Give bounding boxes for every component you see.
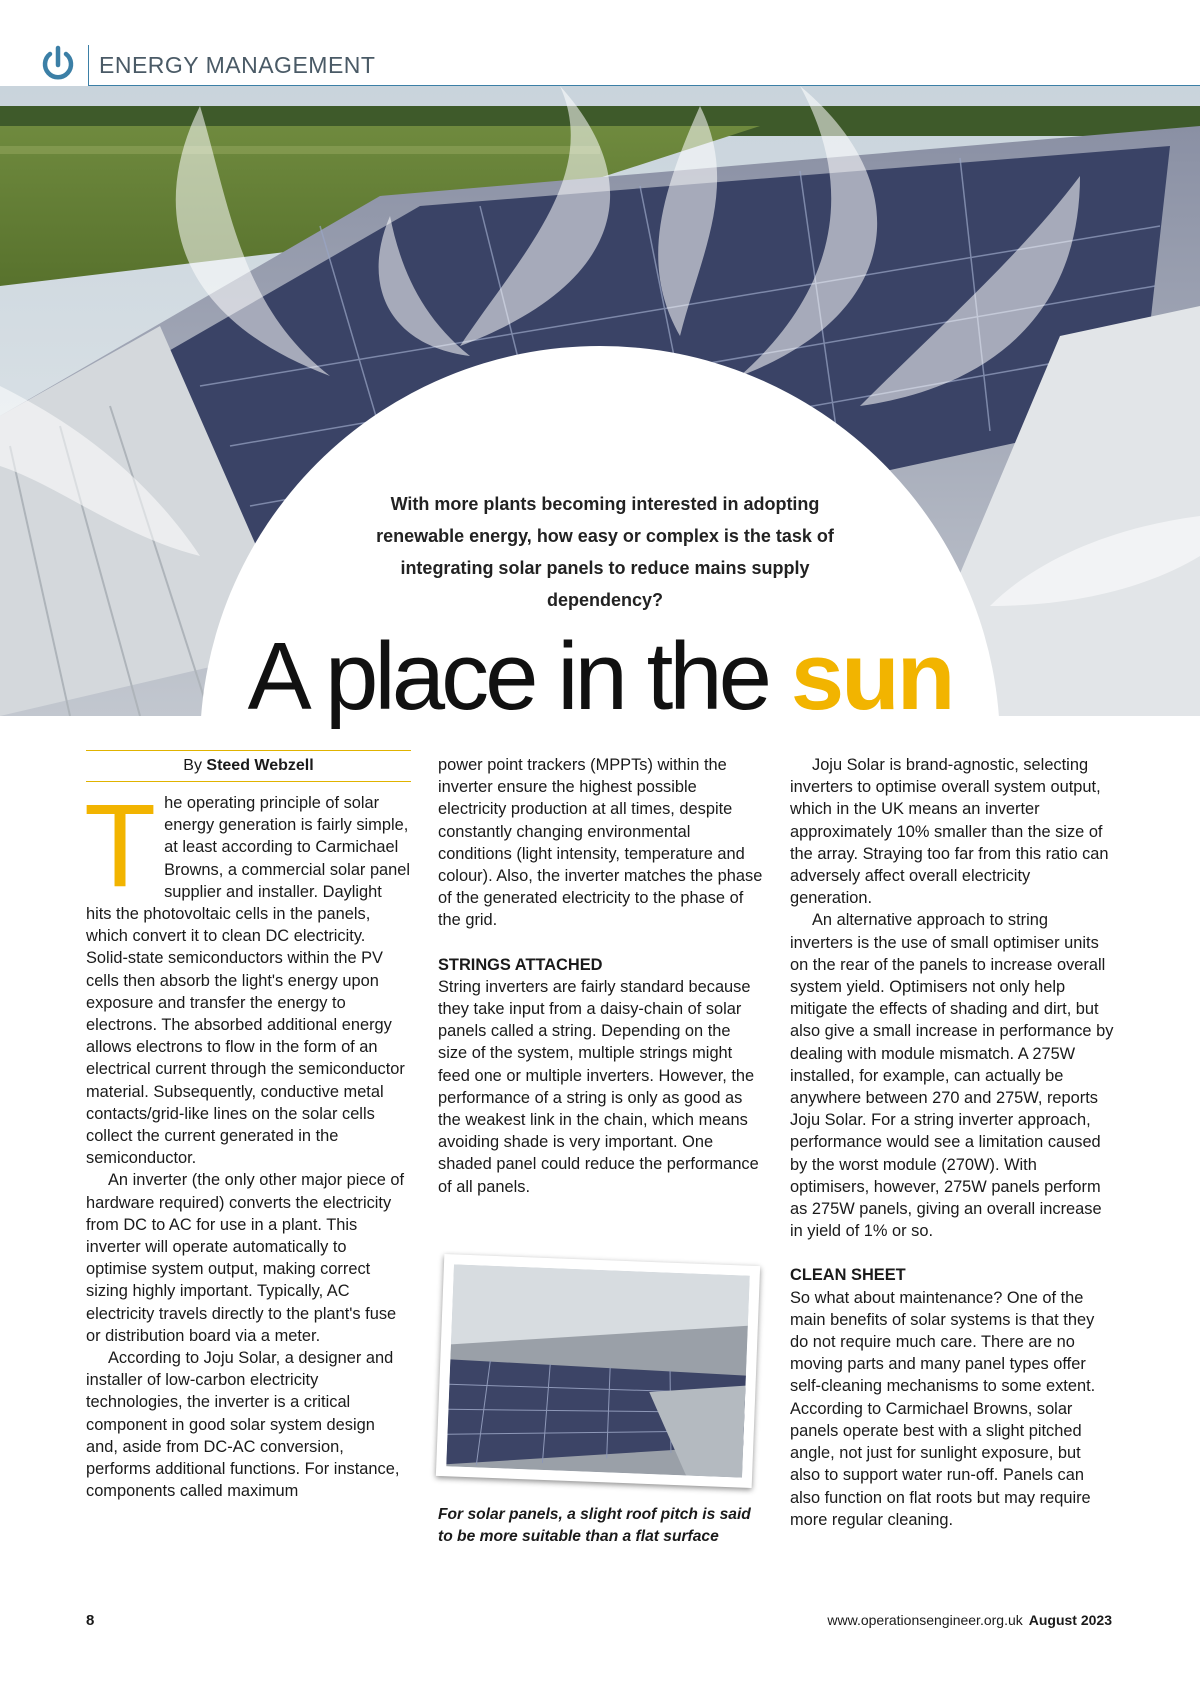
column-3 — [790, 754, 1115, 1531]
photo-caption: For solar panels, a slight roof pitch is said to be more suitable than a flat surface — [438, 1506, 751, 1545]
body-paragraph: So what about maintenance? One of the main benefits of solar systems is that they do not require much care. There are no moving parts and many panel types offer self-cleaning mechanisms to some extent. According to Carmichael Browns, solar panels operate best with a slight pitched angle, not just for sunlight exposure, but also to support water run-off. Panels can also function on flat roots but may require more regular cleaning. — [790, 1288, 1096, 1529]
roof-photo — [436, 1254, 760, 1488]
page-number: 8 — [86, 1612, 95, 1629]
subheading-strings-attached: STRINGS ATTACHED — [438, 955, 603, 974]
column-1 — [86, 750, 411, 1503]
body-paragraph: Joju Solar is brand-agnostic, selecting inverters to optimise overall system output, which in the UK means an inverter approximately 10% smaller than the size of the array. Straying too far from this ratio can adversely affect overall electricity generation. — [790, 756, 1109, 908]
standfirst: With more plants becoming interested in adopting renewable energy, how easy or complex is the task of integrating solar panels to reduce mains supply dependency? — [376, 494, 834, 610]
column-2 — [438, 754, 763, 1198]
drop-cap: T — [84, 780, 157, 912]
subheading-clean-sheet: CLEAN SHEET — [790, 1266, 906, 1285]
headline — [0, 622, 1200, 732]
byline-prefix: By — [183, 757, 207, 774]
body-paragraph: According to Joju Solar, a designer and installer of low-carbon electricity technologies, the inverter is a critical component in good solar system design and, aside from DC-AC conversion, performs additional functions. For instance, components called maximum — [86, 1349, 400, 1501]
footer-info — [827, 1612, 1112, 1628]
byline-author: Steed Webzell — [206, 757, 314, 774]
body-paragraph: String inverters are fairly standard because they take input from a daisy-chain of solar panels called a string. Depending on the size of the system, multiple strings might feed one or multiple inverters. However, the performance of a string is only as good as the weakest link in the chain, which means avoiding shade is very important. One shaded panel could reduce the performance of all panels. — [438, 977, 759, 1196]
body-paragraph: An inverter (the only other major piece of hardware required) converts the electricity from DC to AC for use in a plant. This inverter will operate automatically to optimise system output, making correct sizing highly important. Typically, AC electricity travels directly to the plant's fuse or distribution board via a meter. — [86, 1171, 405, 1345]
section-label: ENERGY MANAGEMENT — [99, 51, 376, 78]
body-paragraph: power point trackers (MPPTs) within the inverter ensure the highest possible electricity production at all times, despite constantly changing environmental conditions (light intensity, temperature and colour). Also, the inverter matches the phase of the generated electricity to the phase of the grid. — [438, 756, 763, 930]
body-paragraph: he operating principle of solar energy generation is fairly simple, at least according to Carmichael Browns, a commercial solar panel supplier and installer. Daylight hits the photovoltaic cells in the panels, which convert it to clean DC electricity. Solid-state semiconductors within the PV cells then absorb the light's energy upon exposure and transfer the energy to electrons. The absorbed additional energy allows electrons to flow in the form of an electrical current through the semiconductor material. Subsequently, conductive metal contacts/grid-like lines on the solar cells collect the current generated in the semiconductor. — [86, 794, 411, 1168]
headline-main: A place in the — [247, 623, 791, 730]
header-divider — [88, 45, 89, 85]
power-icon — [40, 45, 76, 85]
headline-accent: sun — [790, 623, 953, 730]
section-header — [40, 42, 375, 88]
byline — [86, 750, 411, 782]
body-paragraph: An alternative approach to string inverters is the use of small optimiser units on the rear of the panels to increase overall system yield. Optimisers not only help mitigate the effects of shading and dirt, but also give a small increase in performance by dealing with module mismatch. A 275W installed, for example, can actually be anywhere between 270 and 275W, reports Joju Solar. For a string inverter approach, performance would see a limitation caused by the worst module (270W). With optimisers, however, 275W panels perform as 275W panels, giving an overall increase in yield of 1% or so. — [790, 911, 1114, 1241]
footer-url[interactable]: www.operationsengineer.org.uk — [827, 1612, 1023, 1628]
footer-date: August 2023 — [1028, 1612, 1112, 1628]
